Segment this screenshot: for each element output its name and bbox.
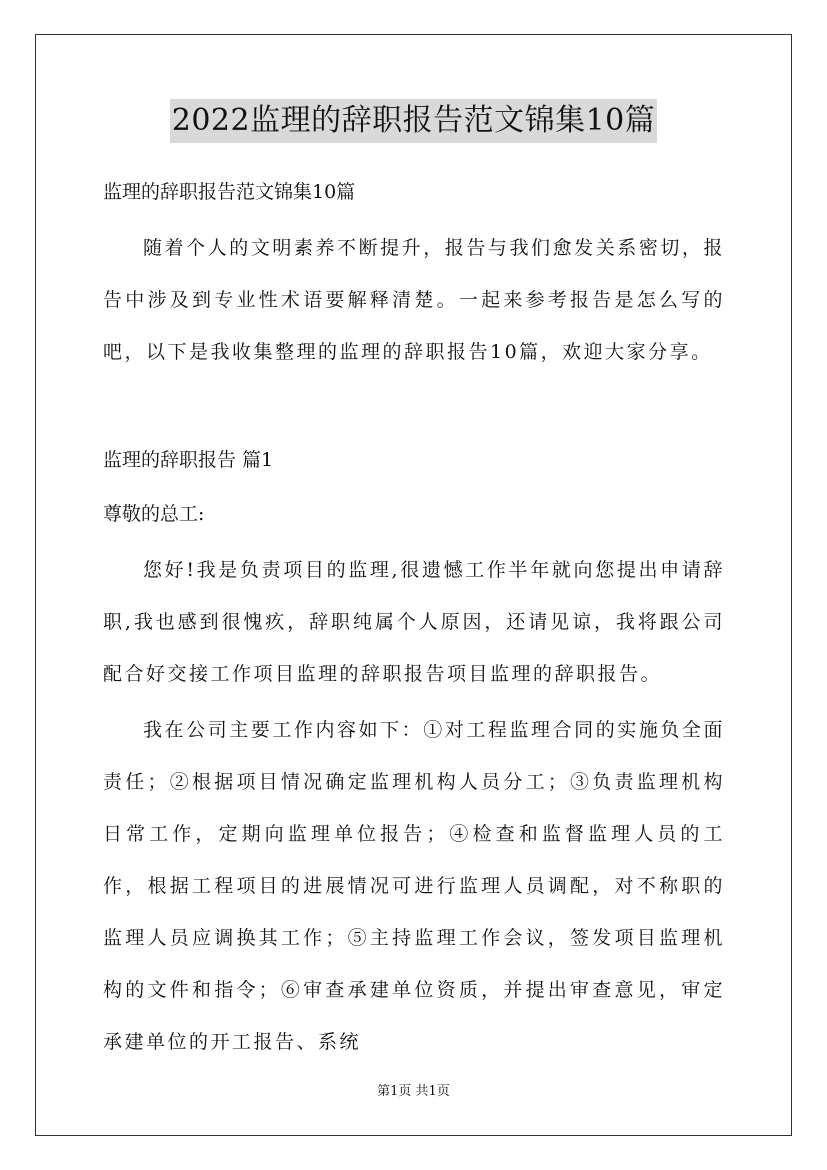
intro-paragraph: 随着个人的文明素养不断提升，报告与我们愈发关系密切，报告中涉及到专业性术语要解释清楚。一起来参考报告是怎么写的吧，以下是我收集整理的监理的辞职报告10篇，欢迎大家分享。 bbox=[103, 237, 725, 363]
body-paragraph: 您好!我是负责项目的监理,很遗憾工作半年就向您提出申请辞职,我也感到很愧疚，辞职纯属个人原因，还请见谅，我将跟公司配合好交接工作项目监理的辞职报告项目监理的辞职报告。 bbox=[103, 559, 725, 685]
page-footer: 第1页 共1页 bbox=[377, 1084, 450, 1099]
spacer bbox=[103, 212, 725, 222]
section-heading: 监理的辞职报告 篇1 bbox=[103, 449, 274, 471]
document-title: 2022监理的辞职报告范文锦集10篇 bbox=[170, 99, 658, 143]
spacer bbox=[103, 378, 725, 440]
body-paragraph: 我在公司主要工作内容如下：①对工程监理合同的实施负全面责任；②根据项目情况确定监理机构人员分工；③负责监理机构日常工作，定期向监理单位报告；④检查和监督监理人员的工作，根据工程项目的进展情况可进行监理人员调配，对不称职的监理人员应调换其工作；⑤主持监理工作会议，签发项目监理机构的文件和指令；⑥审查承建单位资质，并提出审查意见，审定承建单位的开工报告、系统 bbox=[103, 719, 725, 1053]
document-subtitle: 监理的辞职报告范文锦集10篇 bbox=[103, 181, 356, 203]
document-body bbox=[103, 172, 725, 1068]
title-container bbox=[0, 99, 827, 143]
salutation: 尊敬的总工: bbox=[103, 503, 205, 525]
